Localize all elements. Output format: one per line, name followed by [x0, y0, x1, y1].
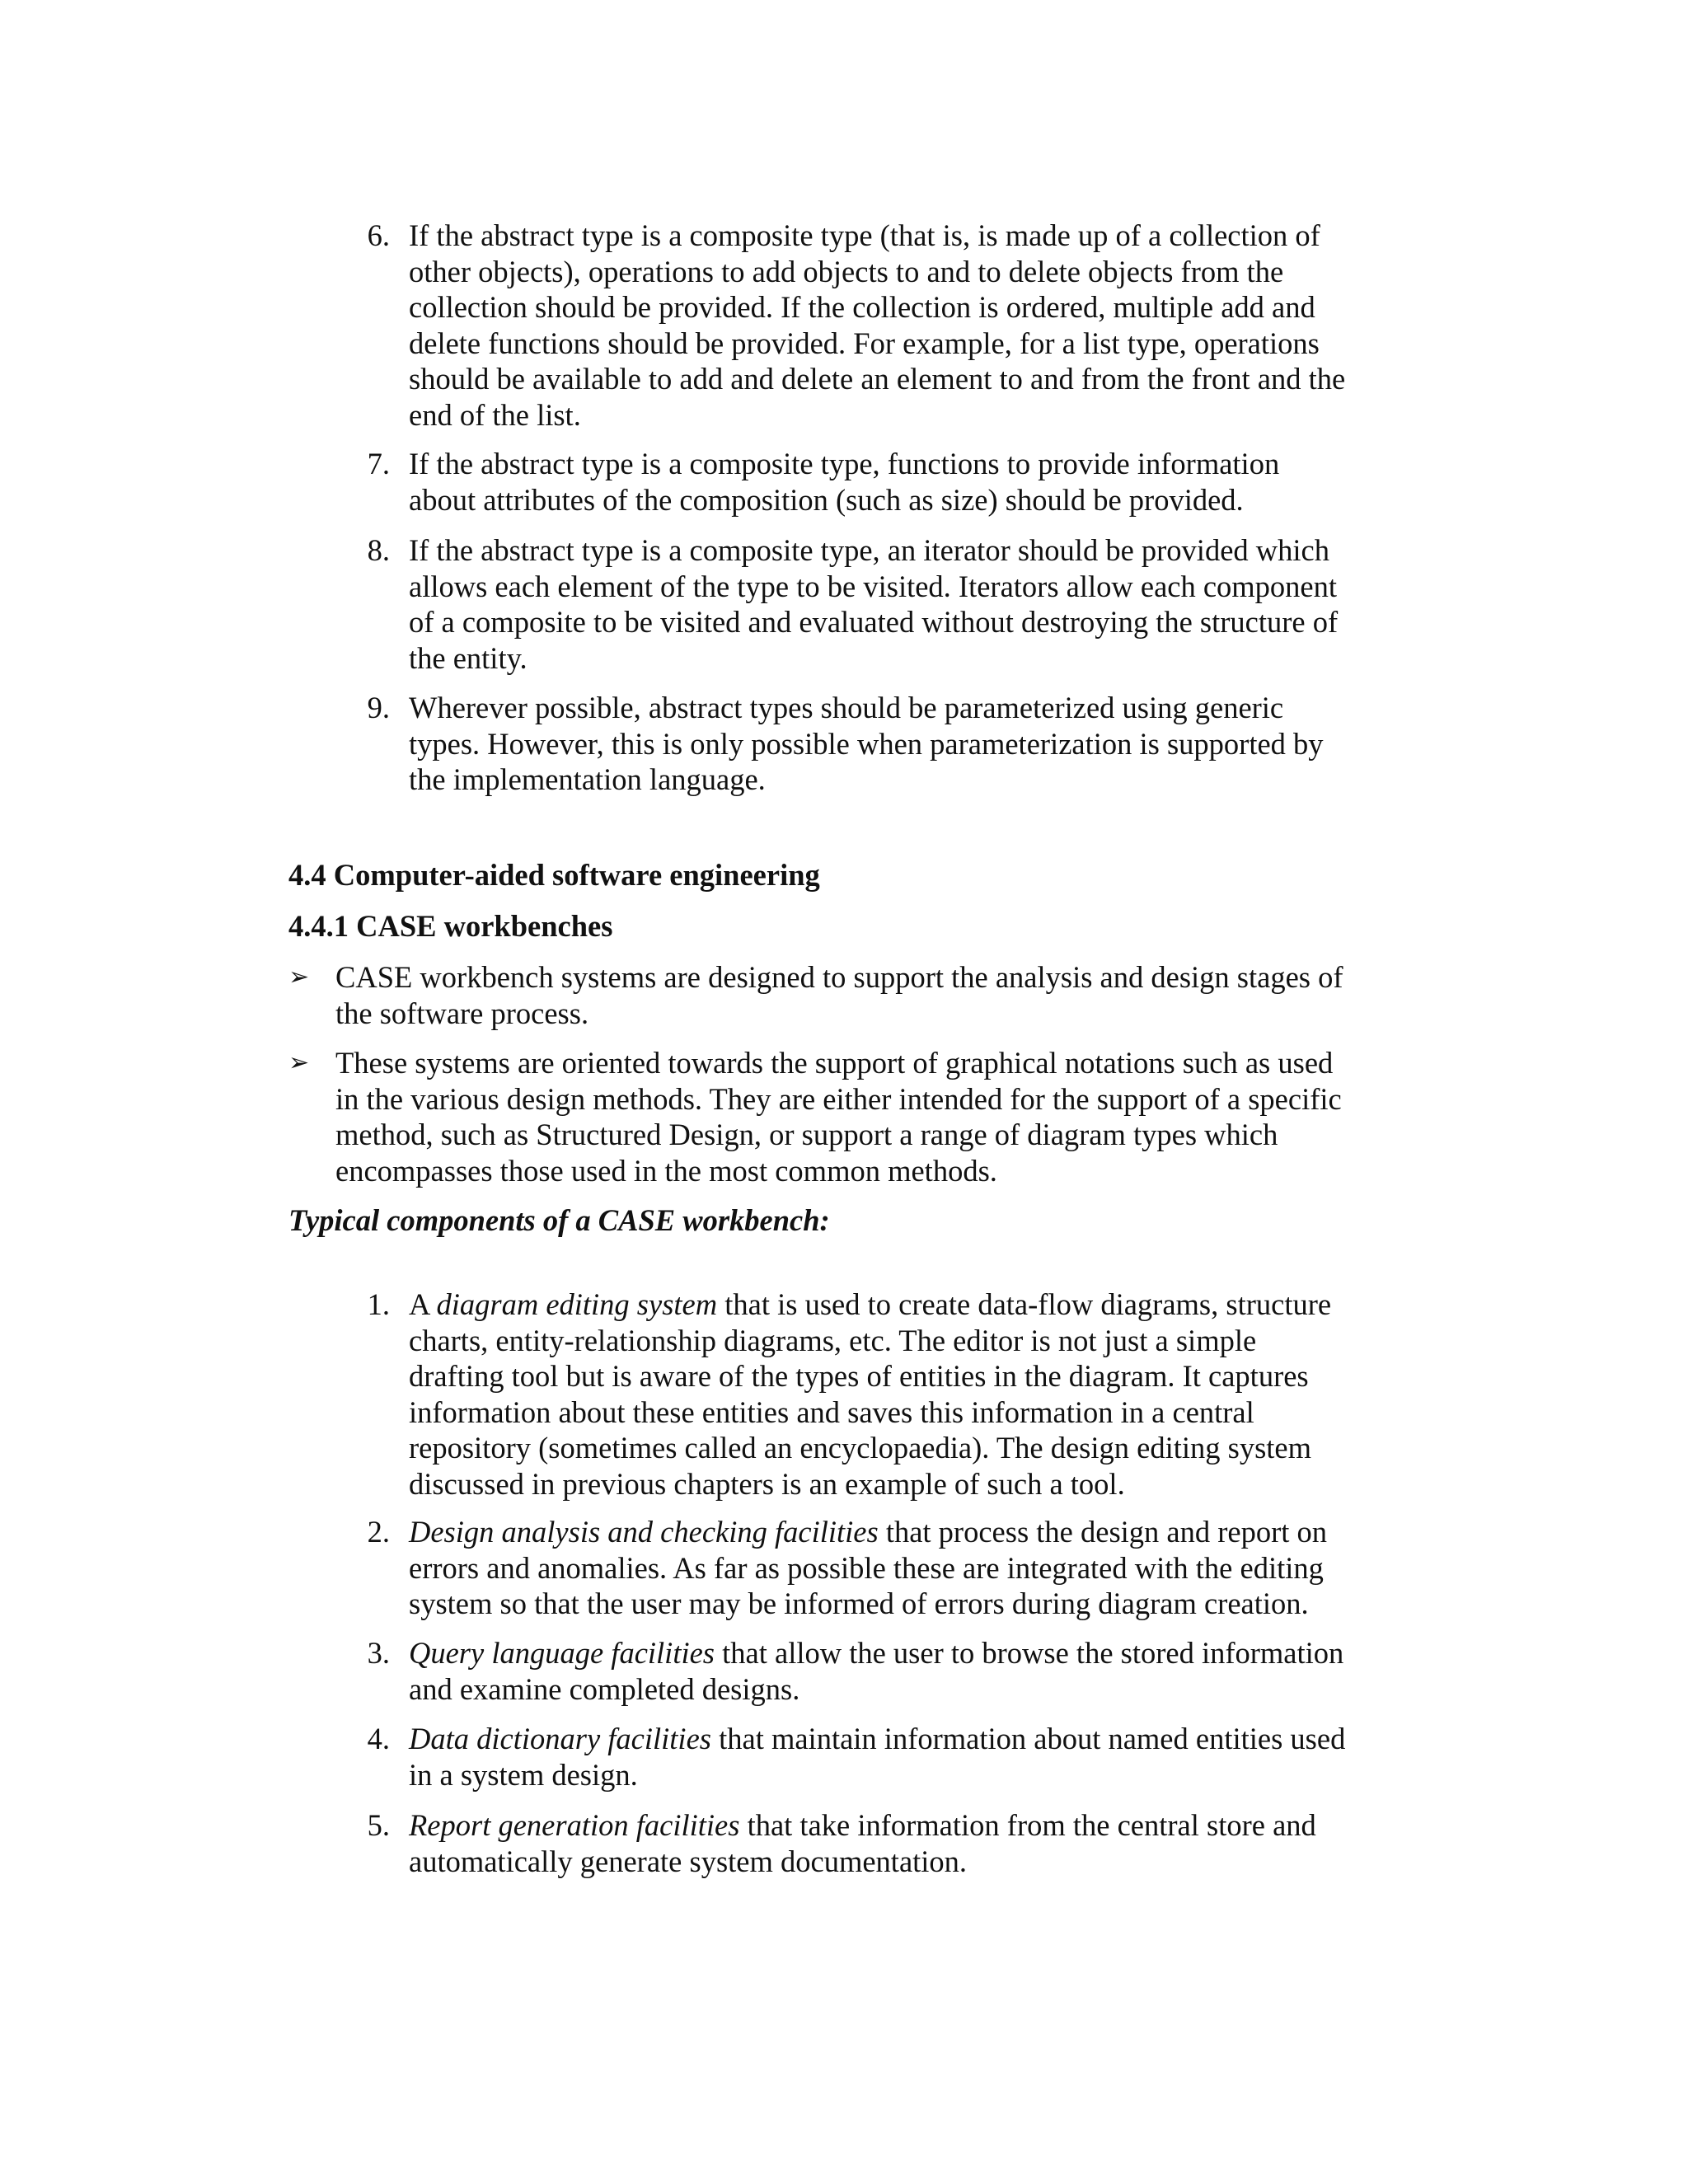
item-term: Query language facilities: [409, 1636, 715, 1670]
text-line: [409, 1514, 1406, 1550]
list-number: 7.: [367, 447, 390, 480]
text-line: the implementation language.: [409, 762, 766, 796]
item-rest: that is used to create data-flow diagrams, structure: [717, 1287, 1332, 1321]
text-line: [409, 1286, 1406, 1323]
list-item-text: [409, 690, 1406, 798]
item-rest: that take information from the central store and: [739, 1808, 1316, 1842]
item-rest: that maintain information about named entities used: [710, 1722, 1346, 1755]
list-number: 3.: [367, 1636, 390, 1670]
components-title: Typical components of a CASE workbench:: [288, 1203, 830, 1237]
text-line: CASE workbench systems are designed to support the analysis and design stages of: [335, 960, 1343, 994]
text-line: allows each element of the type to be visited. Iterators allow each component: [409, 569, 1338, 603]
text-line: types. However, this is only possible when parameterization is supported by: [409, 726, 1324, 761]
text-line: [409, 1635, 1406, 1671]
list-item-text: [409, 1514, 1406, 1622]
list-item-text: [409, 1286, 1406, 1502]
list-number: 2.: [367, 1515, 390, 1549]
text-line: delete functions should be provided. For example, for a list type, operations: [409, 326, 1320, 360]
text-line: in the various design methods. They are either intended for the support of a specific: [335, 1081, 1342, 1116]
item-rest: that process the design and report on: [878, 1515, 1328, 1549]
text-line: in a system design.: [409, 1757, 638, 1792]
text-line: automatically generate system documentation.: [409, 1844, 968, 1878]
text-line: the software process.: [335, 996, 589, 1030]
arrow-bullet-icon: ➢: [288, 1049, 310, 1076]
text-line: and examine completed designs.: [409, 1671, 800, 1706]
text-line: information about these entities and saves this information in a central: [409, 1394, 1254, 1429]
text-line: repository (sometimes called an encyclopaedia). The design editing system: [409, 1431, 1312, 1465]
list-number: 4.: [367, 1722, 390, 1755]
item-prefix: A: [409, 1287, 437, 1321]
item-term: Design analysis and checking facilities: [409, 1515, 879, 1549]
text-line: Wherever possible, abstract types should be parameterized using generic: [409, 691, 1284, 724]
item-rest: that allow the user to browse the stored information: [715, 1636, 1344, 1670]
text-line: If the abstract type is a composite type, an iterator should be provided which: [409, 533, 1329, 567]
list-item-text: [409, 1721, 1406, 1793]
list-number: 8.: [367, 533, 390, 567]
text-line: encompasses those used in the most common methods.: [335, 1153, 997, 1188]
item-term: Data dictionary facilities: [409, 1722, 711, 1755]
subsection-heading: 4.4.1 CASE workbenches: [288, 909, 613, 943]
arrow-bullet-icon: ➢: [288, 963, 310, 991]
text-line: [409, 1721, 1406, 1757]
text-line: collection should be provided. If the collection is ordered, multiple add and: [409, 290, 1315, 324]
list-number: 5.: [367, 1808, 390, 1842]
list-item-text: [409, 218, 1406, 433]
bullet-item-text: [335, 959, 1407, 1031]
list-item-text: [409, 1635, 1406, 1707]
text-line: If the abstract type is a composite type, functions to provide information: [409, 447, 1280, 480]
section-heading: 4.4 Computer-aided software engineering: [288, 858, 820, 892]
list-number: 1.: [367, 1287, 390, 1321]
list-number: 6.: [367, 218, 390, 252]
text-line: end of the list.: [409, 397, 581, 432]
text-line: These systems are oriented towards the support of graphical notations such as used: [335, 1046, 1334, 1080]
text-line: discussed in previous chapters is an example of such a tool.: [409, 1466, 1125, 1501]
text-line: system so that the user may be informed of errors during diagram creation.: [409, 1586, 1309, 1620]
text-line: other objects), operations to add objects to and to delete objects from the: [409, 254, 1284, 288]
list-number: 9.: [367, 691, 390, 724]
text-line: [409, 1807, 1406, 1844]
text-line: drafting tool but is aware of the types of entities in the diagram. It captures: [409, 1359, 1309, 1393]
list-item-text: [409, 446, 1406, 518]
list-item-text: [409, 1807, 1406, 1879]
item-term: diagram editing system: [436, 1287, 718, 1321]
text-line: charts, entity-relationship diagrams, etc. The editor is not just a simple: [409, 1323, 1257, 1357]
text-line: should be available to add and delete an element to and from the front and the: [409, 362, 1346, 396]
text-line: method, such as Structured Design, or support a range of diagram types which: [335, 1118, 1278, 1151]
text-line: about attributes of the composition (such as size) should be provided.: [409, 482, 1244, 517]
list-item-text: [409, 532, 1406, 676]
bullet-item-text: [335, 1045, 1407, 1188]
text-line: the entity.: [409, 640, 528, 675]
text-line: of a composite to be visited and evaluated without destroying the structure of: [409, 605, 1339, 639]
item-term: Report generation facilities: [409, 1808, 740, 1842]
text-line: errors and anomalies. As far as possible these are integrated with the editing: [409, 1550, 1324, 1585]
text-line: If the abstract type is a composite type (that is, is made up of a collection of: [409, 218, 1320, 252]
